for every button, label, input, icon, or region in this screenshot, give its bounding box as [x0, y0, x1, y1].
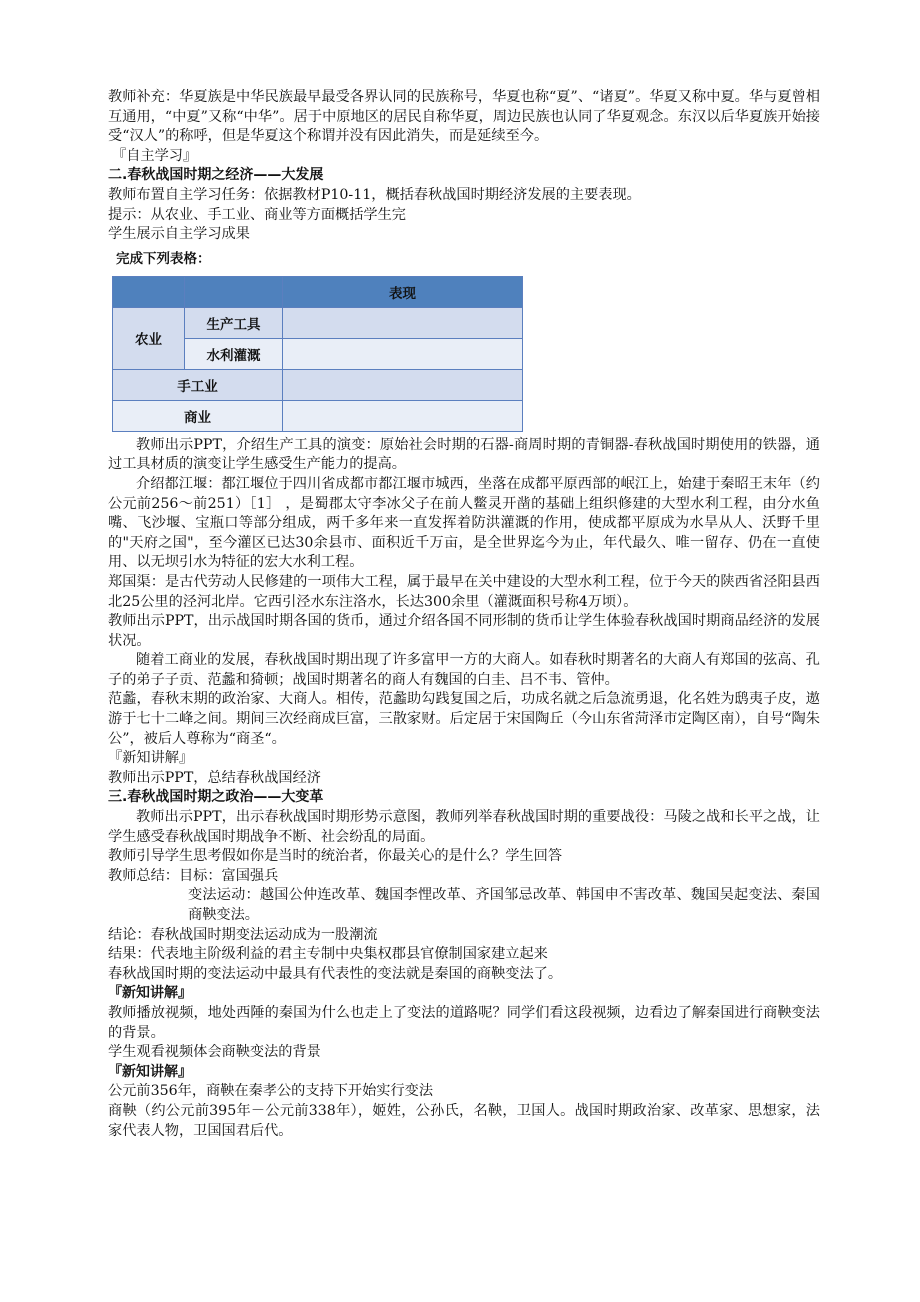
paragraph-reforms: 变法运动：越国公仲连改革、魏国李悝改革、齐国邹忌改革、韩国申不害改革、魏国吴起变法、秦国商鞅变法。: [188, 887, 820, 923]
paragraph-goal: 教师总结：目标：富国强兵: [108, 867, 279, 884]
section-tag-new-knowledge-2: 『新知讲解』: [108, 985, 192, 1002]
paragraph-video: 教师播放视频，地处西陲的秦国为什么也走上了变法的道路呢？同学们看这段视频，边看边了解秦国进行商鞅变法的背景。: [108, 1004, 820, 1041]
section-tag-self-study: 『自主学习』: [112, 147, 198, 164]
economy-table: [112, 276, 523, 432]
table-cell-commerce: 商业: [113, 400, 283, 431]
section-tag-new-knowledge-3: 『新知讲解』: [108, 1063, 192, 1080]
heading-politics: 三.春秋战国时期之政治——大变革: [108, 789, 324, 806]
table-caption: 完成下列表格：: [116, 250, 211, 267]
table-cell-irrigation: 水利灌溉: [185, 338, 283, 369]
table-header-performance: 表现: [283, 276, 523, 307]
table-cell-irrigation-answer: [283, 338, 523, 369]
table-header-empty-2: [185, 276, 283, 307]
paragraph-conclusion: 结论：春秋战国时期变法运动成为一股潮流: [108, 926, 378, 943]
table-cell-agriculture: 农业: [113, 307, 185, 369]
table-cell-tools-answer: [283, 307, 523, 338]
table-cell-commerce-answer: [283, 400, 523, 431]
paragraph-hint: 提示：从农业、手工业、商业等方面概括学生完: [108, 206, 406, 223]
table-cell-tools: 生产工具: [185, 307, 283, 338]
table-cell-handicraft: 手工业: [113, 369, 283, 400]
table-cell-handicraft-answer: [283, 369, 523, 400]
paragraph-tools: 教师出示PPT，介绍生产工具的演变：原始社会时期的石器-商周时期的青铜器-春秋战国时期使用的铁器，通过工具材质的演变让学生感受生产能力的提高。: [108, 436, 820, 473]
paragraph-shangyang-bio: 商鞅（约公元前395年－公元前338年），姬姓，公孙氏，名鞅，卫国人。战国时期政治家、改革家、思想家，法家代表人物，卫国国君后代。: [108, 1102, 820, 1139]
paragraph-merchants: 随着工商业的发展，春秋战国时期出现了许多富甲一方的大商人。如春秋时期著名的大商人有郑国的弦高、孔子的弟子子贡、范蠡和猗顿；战国时期著名的商人有魏国的白圭、吕不韦、管仲。: [108, 652, 820, 688]
table-header-empty-1: [113, 276, 185, 307]
paragraph-shangyang-intro: 春秋战国时期的变法运动中最具有代表性的变法就是秦国的商鞅变法了。: [108, 965, 563, 982]
paragraph-356bc: 公元前356年，商鞅在秦孝公的支持下开始实行变法: [108, 1083, 434, 1100]
paragraph-zhengguoqu: 郑国渠：是古代劳动人民修建的一项伟大工程，属于最早在关中建设的大型水利工程，位于今天的陕西省泾阳县西北25公里的泾河北岸。它西引泾水东注洛水，长达300余里（灌溉面积号称4万顷）。: [108, 573, 820, 610]
paragraph-huaxia: 教师补充：华夏族是中华民族最早最受各界认同的民族称号，华夏也称“夏”、“诸夏”。华夏又称中夏。华与夏曾相互通用，“中夏”又称“中华”。居于中原地区的居民自称华夏，周边民族也认同了华夏观念。东汉以后华夏族开始接受“汉人”的称呼，但是华夏这个称谓并没有因此消失，而是延续至今。: [108, 89, 820, 145]
paragraph-show-results: 学生展示自主学习成果: [108, 226, 250, 243]
section-tag-new-knowledge: 『新知讲解』: [108, 750, 194, 767]
paragraph-battles: 教师出示PPT，出示春秋战国时期形势示意图，教师列举春秋战国时期的重要战役：马陵之战和长平之战，让学生感受春秋战国时期战争不断、社会纷乱的局面。: [108, 809, 820, 845]
document-page: [108, 88, 820, 1141]
paragraph-fanli: 范蠡，春秋末期的政治家、大商人。相传，范蠡助勾践复国之后，功成名就之后急流勇退，化名姓为鸱夷子皮，遨游于七十二峰之间。期间三次经商成巨富，三散家财。后定居于宋国陶丘（今山东省菏泽市定陶区南），自号“陶朱公”，被后人尊称为“商圣“。: [108, 691, 820, 747]
paragraph-currency: 教师出示PPT，出示战国时期各国的货币，通过介绍各国不同形制的货币让学生体验春秋战国时期商品经济的发展状况。: [108, 613, 820, 649]
heading-economy: 二.春秋战国时期之经济——大发展: [108, 167, 324, 184]
paragraph-summary-economy: 教师出示PPT，总结春秋战国经济: [108, 769, 321, 786]
paragraph-watch-video: 学生观看视频体会商鞅变法的背景: [108, 1044, 321, 1061]
paragraph-dujiangyan: 介绍都江堰：都江堰位于四川省成都市都江堰市城西，坐落在成都平原西部的岷江上，始建于秦昭王末年（约公元前256～前251）［1］ ，是蜀郡太守李冰父子在前人鳖灵开凿的基础上组织修建的大型水利工程，由分水鱼嘴、飞沙堰、宝瓶口等部分组成，两千多年来一直发挥着防洪灌溉的作用，使成都平原成为水旱从人、沃野千里的"天府之国"，至今灌区已达30余县市、面积近千万亩，是全世界迄今为止，年代最久、唯一留存、仍在一直使用、以无坝引水为特征的宏大水利工程。: [108, 475, 820, 571]
paragraph-task: 教师布置自主学习任务：依据教材P10-11，概括春秋战国时期经济发展的主要表现。: [108, 186, 641, 203]
paragraph-question: 教师引导学生思考假如你是当时的统治者，你最关心的是什么？学生回答: [108, 848, 563, 865]
paragraph-result: 结果：代表地主阶级利益的君主专制中央集权郡县官僚制国家建立起来: [108, 946, 548, 963]
